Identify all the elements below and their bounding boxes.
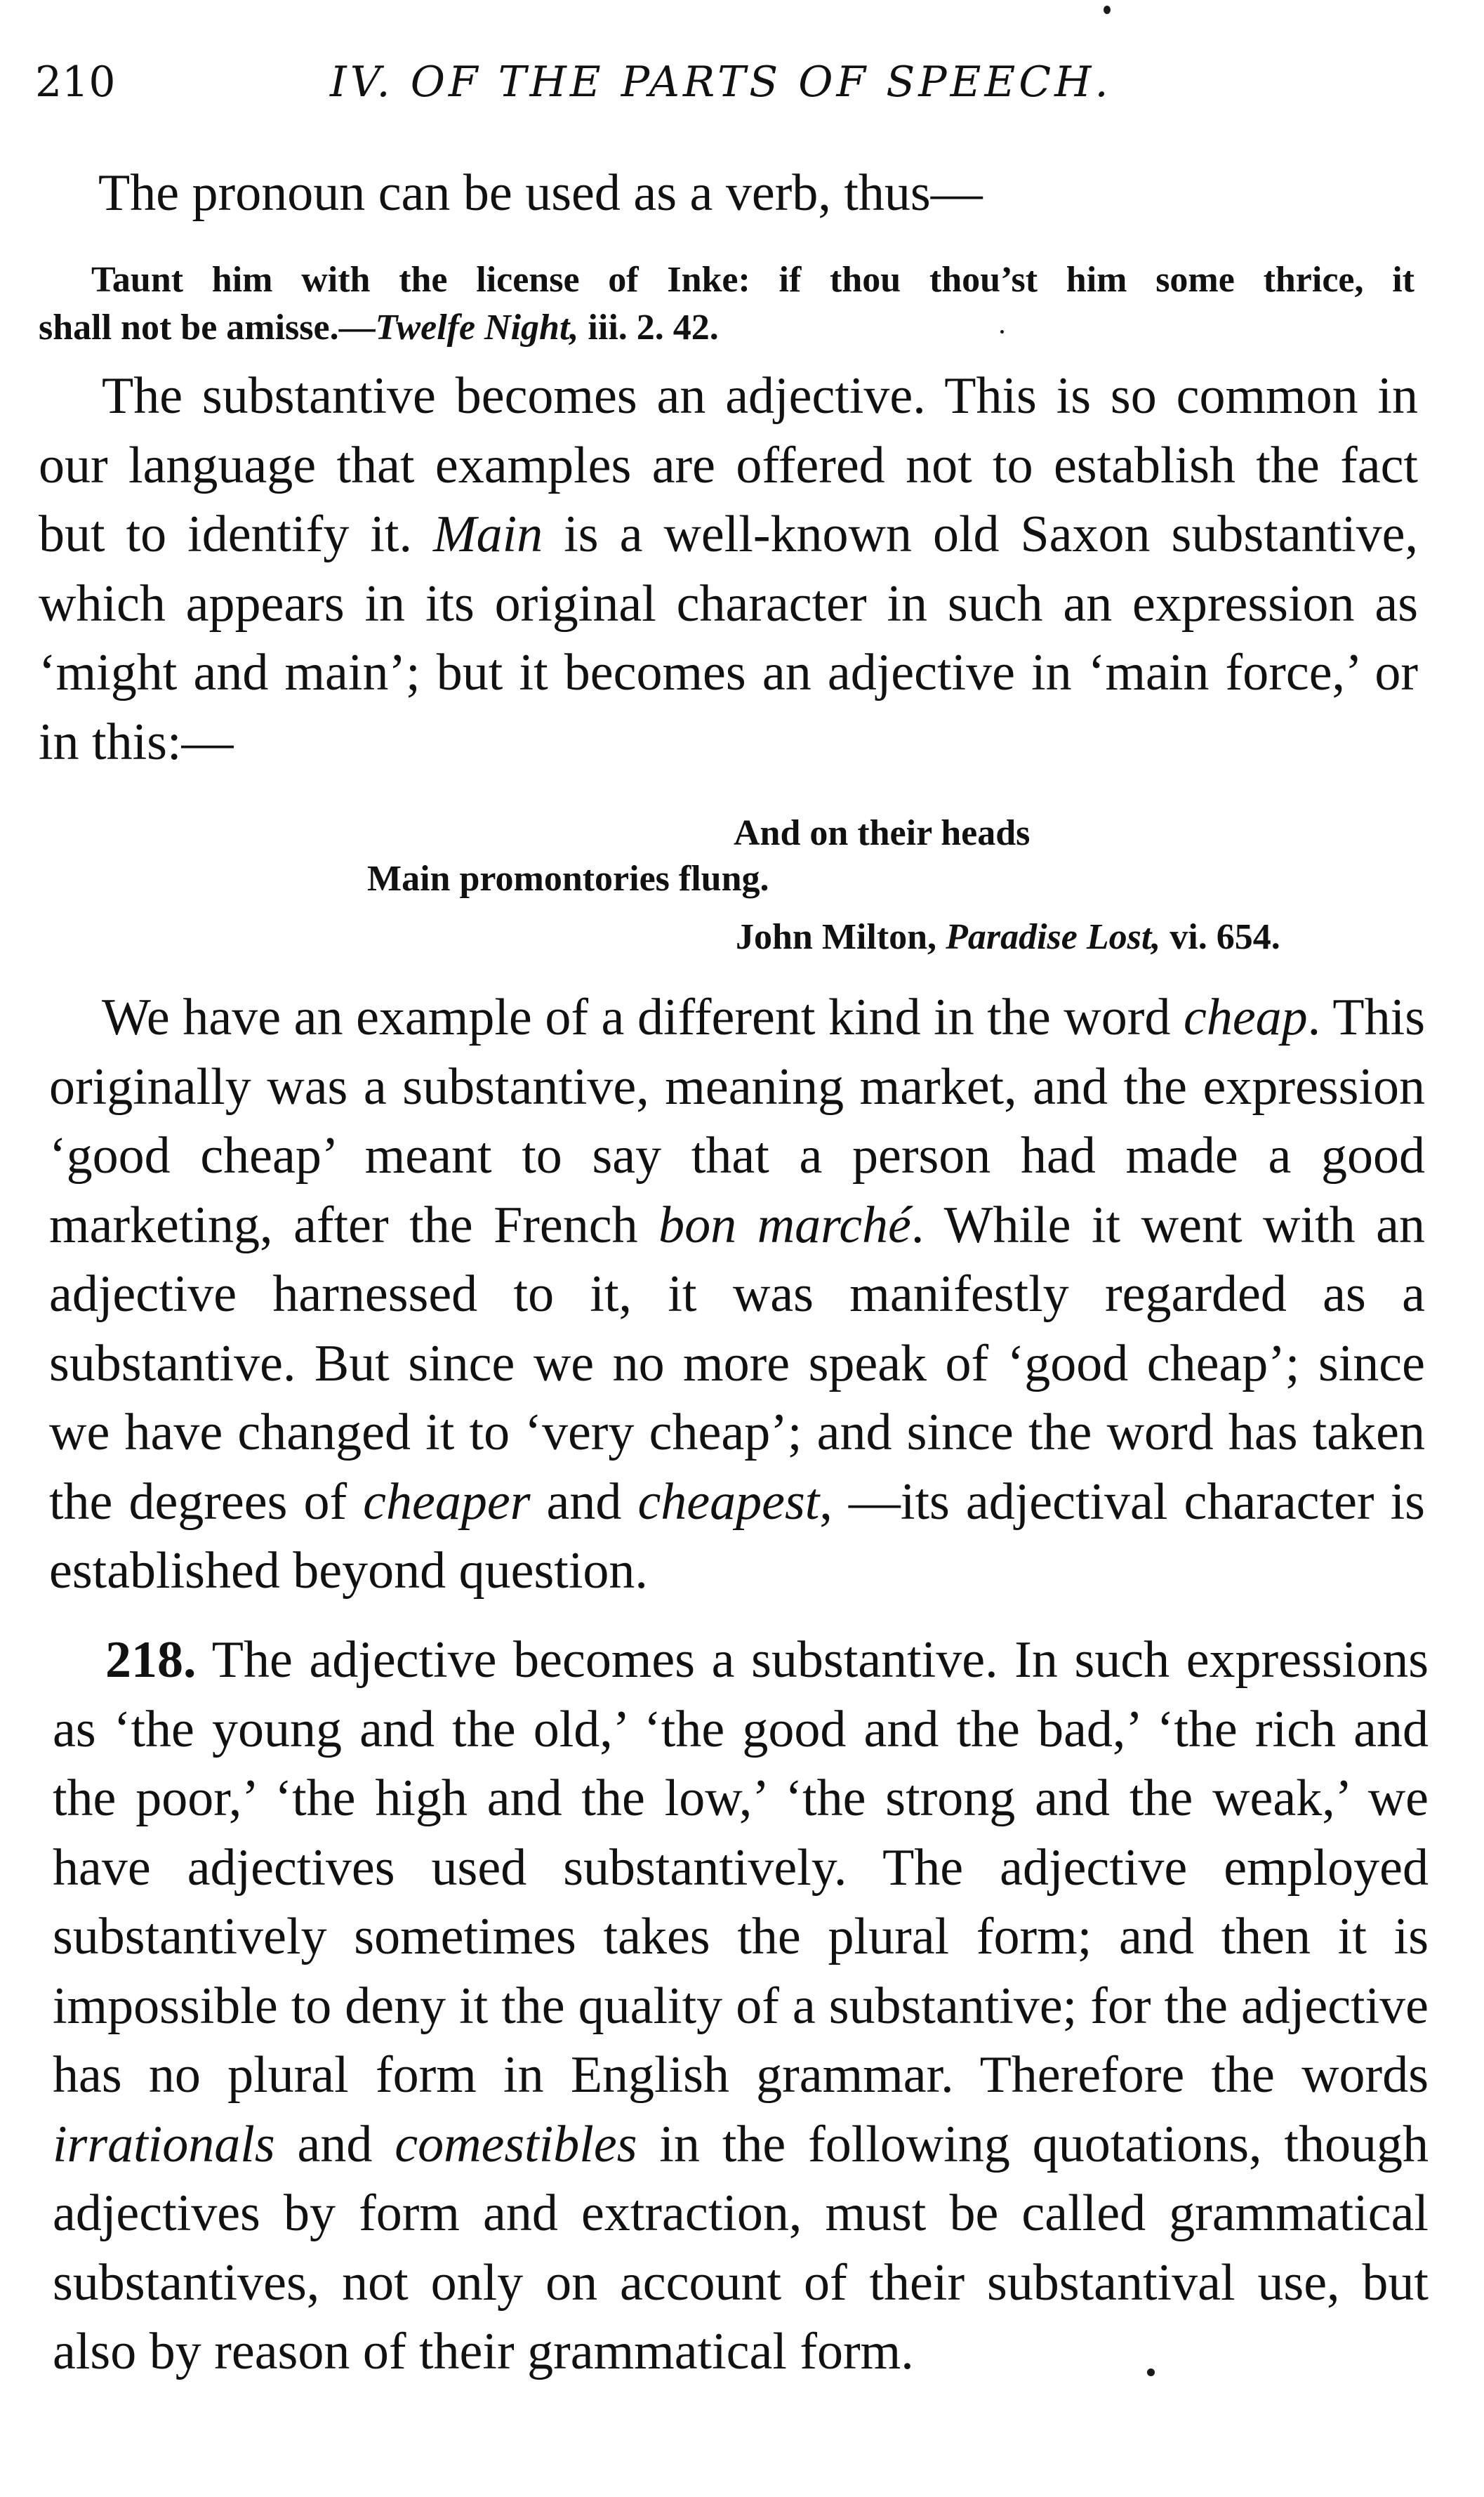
- text-run: . This originally was a substantive, meaning market, and the expression ‘good cheap’ meant to say that a person had made a good marketing, after the French: [49, 989, 1425, 1254]
- italic-term: cheapest: [637, 1472, 820, 1531]
- page-header: [35, 51, 1439, 114]
- italic-term: comestibles: [395, 2115, 637, 2173]
- citation-work-title: Twelfe Night,: [375, 308, 579, 348]
- citation-reference: vi. 654.: [1160, 917, 1280, 957]
- text-run: and: [274, 2115, 395, 2173]
- verse-line: And on their heads: [734, 813, 1031, 853]
- italic-term: Main: [432, 506, 543, 563]
- running-title: IV. OF THE PARTS OF SPEECH.: [330, 58, 1112, 107]
- text-run: is a well-known old Saxon substantive, which appears in its original character in such an expression as ‘might and main’; but it becomes an adjective in ‘main force,’ or in this:—: [39, 506, 1419, 771]
- ink-speck: [1000, 330, 1004, 334]
- text-run: and: [530, 1472, 638, 1531]
- text-run: . While it went with an adjective harnessed to it, it was manifestly regarded as a substantive. But since we no more speak of ‘good cheap’; since we have changed it to ‘very cheap’; and since the word has taken the degrees of: [49, 1196, 1426, 1531]
- paragraph-section-218: [53, 1626, 1429, 2387]
- paragraph-pronoun-verb: The pronoun can be used as a verb, thus—: [98, 164, 983, 222]
- text-run: The substantive becomes an adjective. This is so common in our language that examples are offered not to establish the fact but to identify it.: [39, 367, 1418, 563]
- paragraph-cheap-example: [49, 983, 1425, 1606]
- ink-speck: [1147, 2368, 1155, 2376]
- citation-author: John Milton,: [736, 917, 946, 957]
- page-number: 210: [35, 58, 116, 107]
- paragraph-substantive-becomes-adjective: [39, 362, 1418, 777]
- citation-reference: iii. 2. 42.: [578, 308, 719, 348]
- quotation-twelfth-night: [39, 256, 1415, 352]
- text-run: The adjective becomes a substantive. In such expressions as ‘the young and the old,’ ‘the good and the bad,’ ‘the rich and the poor,’ ‘the high and the low,’ ‘the strong and the weak,’ we have adjectives used substantively. The adjective employed substantively sometimes takes the plural form; and then it is impossible to deny it the quality of a substantive; for the adjective has no plural form in English grammar. Therefore the words: [53, 1631, 1429, 2104]
- text-run: in the following quotations, though adjectives by form and extraction, must be called grammatical substantives, not only on account of their substantival use, but also by reason of their grammatical form.: [53, 2115, 1429, 2380]
- italic-term: irrationals: [53, 2115, 275, 2173]
- ink-speck: [1104, 6, 1111, 14]
- italic-term: bon marché: [658, 1196, 911, 1254]
- citation-work-title: Paradise Lost,: [946, 917, 1161, 957]
- quotation-line: Taunt him with the license of Inke: if thou thou’st him some thrice, it: [91, 260, 1415, 300]
- italic-term: cheaper: [363, 1472, 531, 1531]
- italic-term: cheap: [1183, 989, 1308, 1046]
- quotation-citation-line: [39, 304, 1415, 352]
- quotation-line-end: shall not be amisse.—: [39, 308, 376, 348]
- verse-line: Main promontories flung.: [367, 859, 769, 899]
- text-run: We have an example of a different kind in the word: [102, 989, 1184, 1046]
- text-run: , —its adjectival character is established beyond question.: [49, 1472, 1425, 1600]
- section-number: 218.: [105, 1631, 197, 1689]
- verse-attribution: [736, 913, 1280, 962]
